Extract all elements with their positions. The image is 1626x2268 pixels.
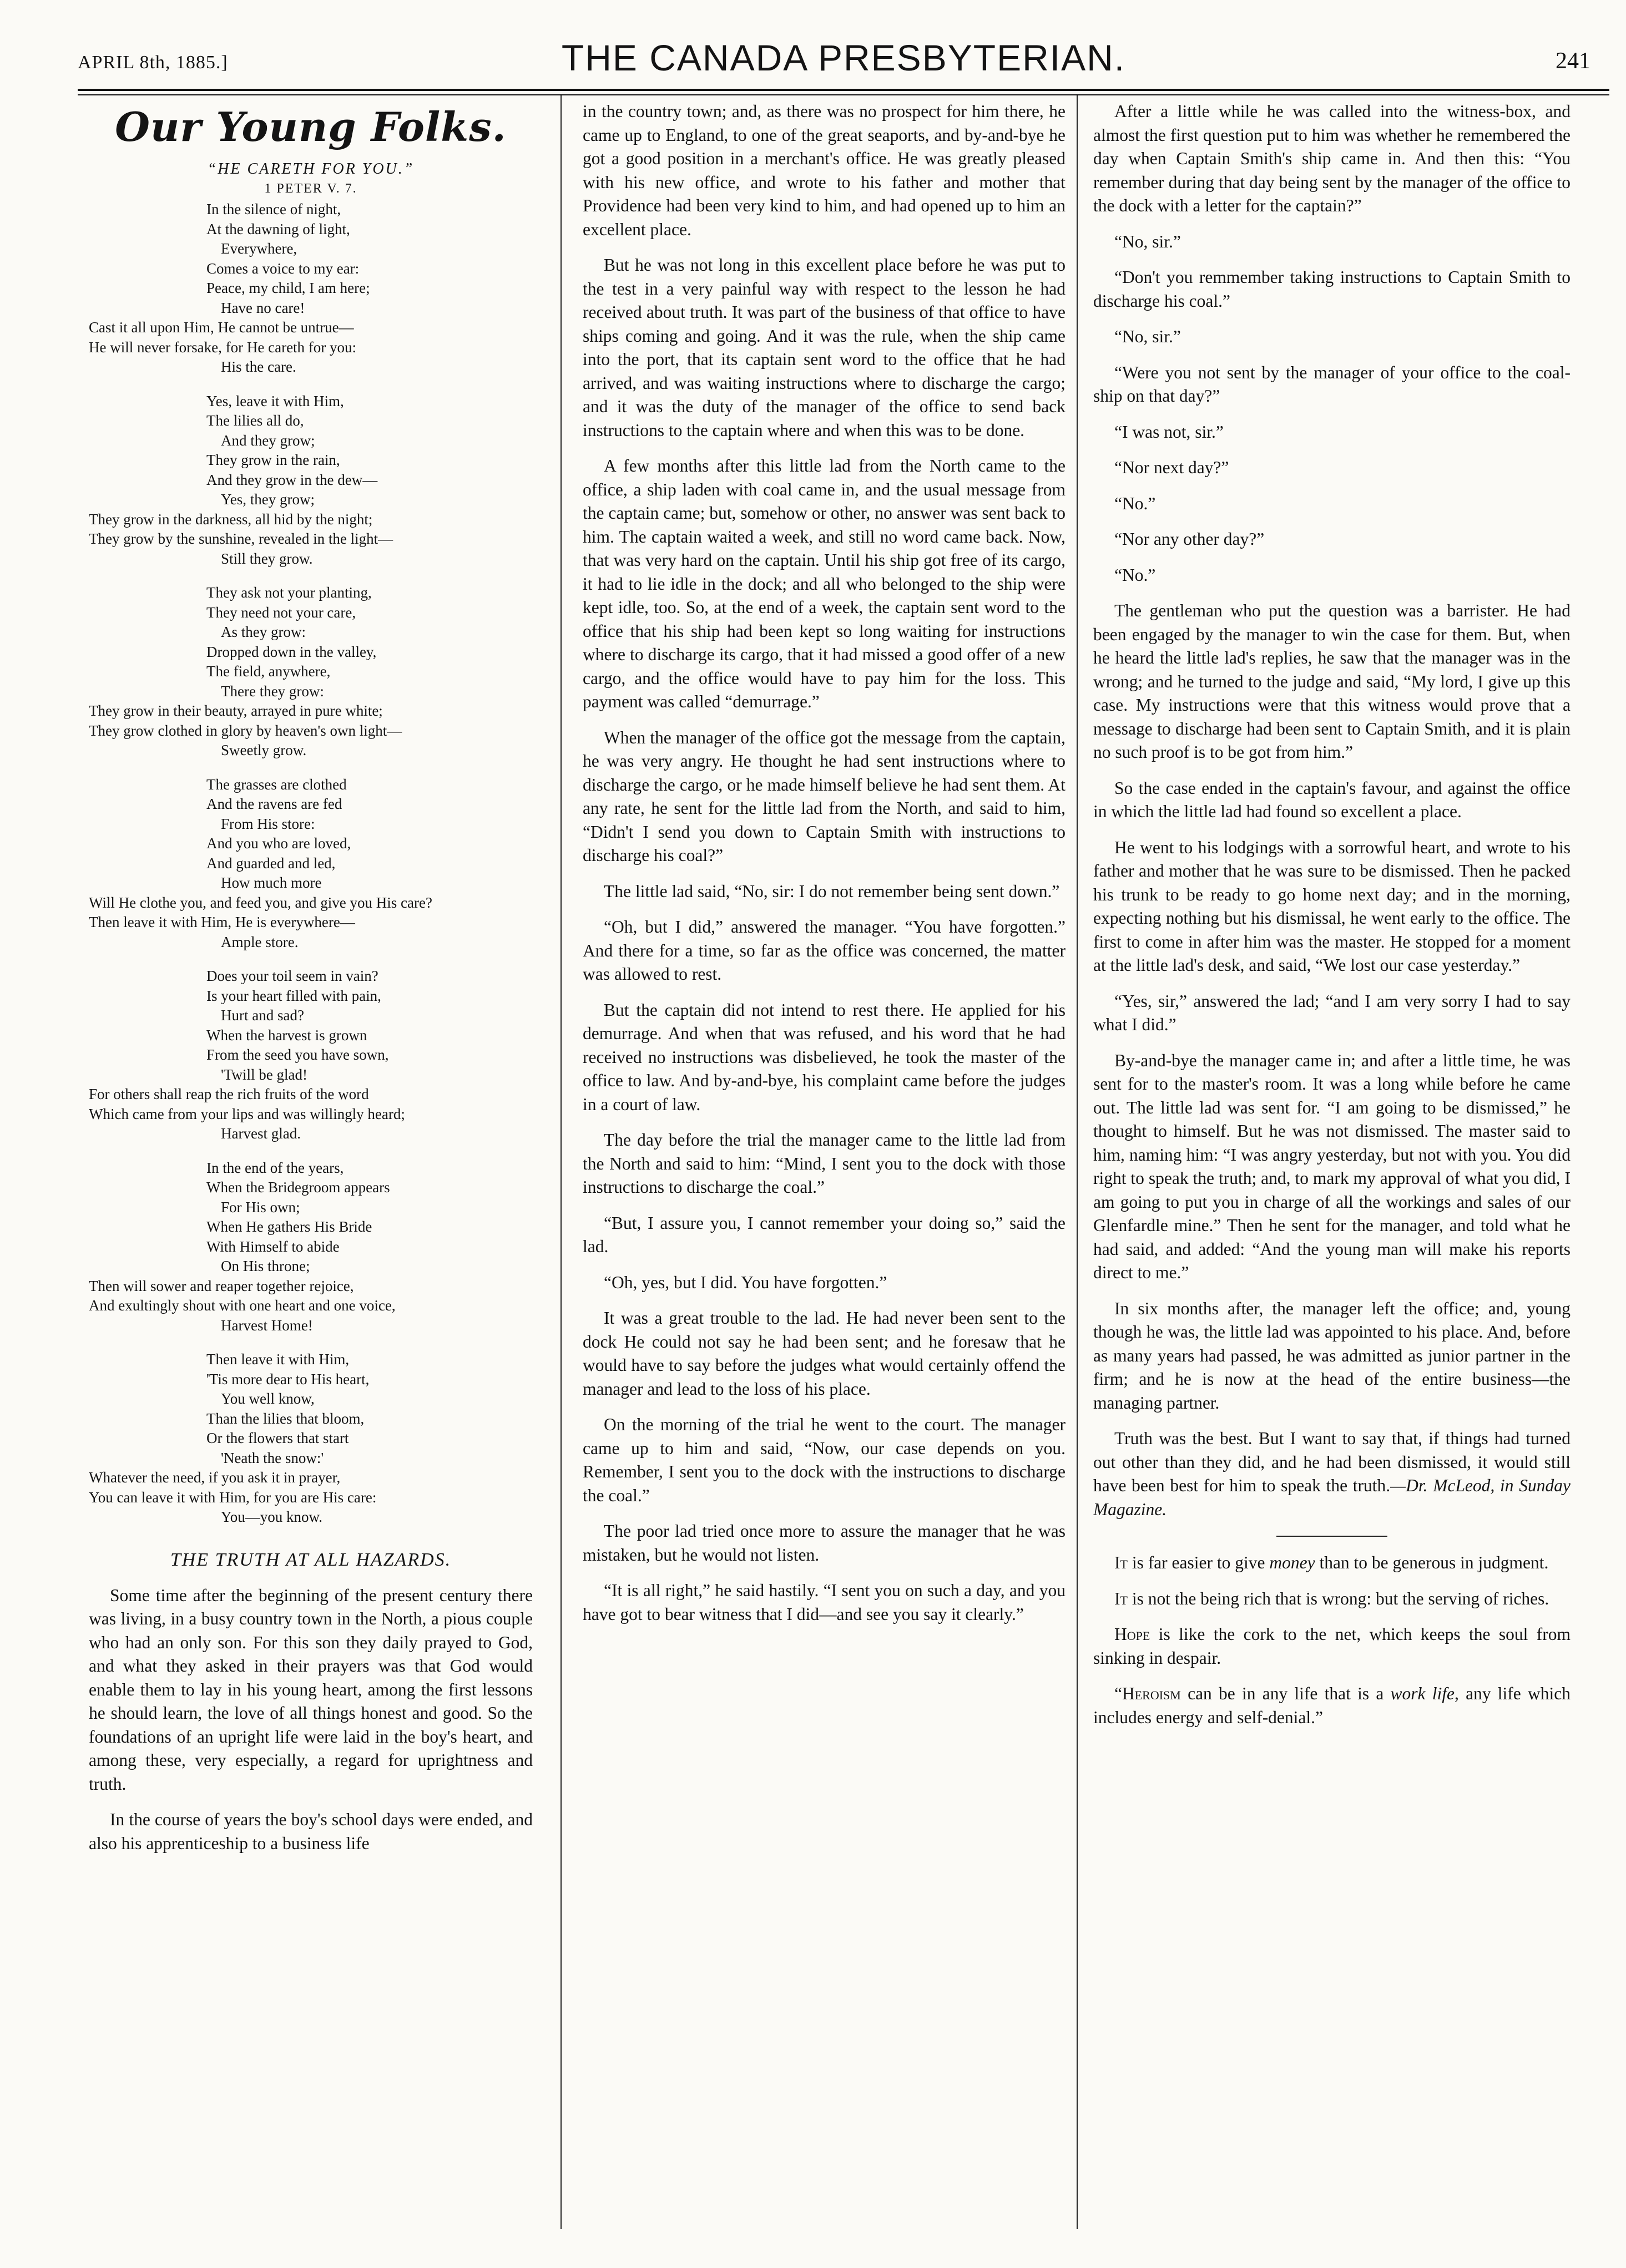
divider	[1276, 1536, 1387, 1537]
saying: It is not the being rich that is wrong: but the serving of riches.	[1114, 1588, 1549, 1608]
poem-line: And the ravens are fed	[206, 796, 342, 812]
paragraph: “I was not, sir.”	[1114, 422, 1224, 442]
saying-lead: “Heroism	[1114, 1684, 1181, 1703]
paragraph: It was a great trouble to the lad. He had never been sent to the dock He could not say he had been sent; and he foresaw that he would have to say before the judges what would certainly offend the manager and lead to the loss of his place.	[583, 1308, 1066, 1399]
paragraph: “Don't you remmember taking instructions to Captain Smith to discharge his coal.”	[1093, 267, 1571, 311]
paragraph: “No, sir.”	[1114, 231, 1181, 251]
poem-line: His the care.	[221, 358, 296, 375]
saying-lead: It	[1114, 1588, 1128, 1608]
story-closing: Truth was the best. But I want to say that, if things had turned out other than they did, and he had been dismissed, it would still have been best for him to speak the truth.—Dr. McLeod, in Sunday Magazine.	[1093, 1429, 1571, 1519]
poem-line: Yes, they grow;	[221, 491, 315, 508]
poem-line: Will He clothe you, and feed you, and give you His care?	[89, 894, 432, 911]
attribution: —Dr. McLeod, in Sunday Magazine.	[1093, 1476, 1571, 1519]
poem-stanza	[89, 1350, 533, 1527]
paragraph: “But, I assure you, I cannot remember your doing so,” said the lad.	[583, 1213, 1066, 1256]
paragraph: “Nor next day?”	[1114, 458, 1229, 477]
paragraph: “No.”	[1114, 493, 1156, 513]
column-divider	[560, 95, 562, 2229]
poem-line: The lilies all do,	[206, 412, 304, 429]
poem-line: They grow in the rain,	[206, 452, 340, 468]
poem-line: Harvest glad.	[221, 1125, 301, 1142]
poem-line: You well know,	[221, 1390, 315, 1407]
poem-line: They need not your care,	[206, 604, 356, 621]
story-text-col3	[1093, 100, 1571, 1415]
poem-line: 'Tis more dear to His heart,	[206, 1370, 370, 1388]
poem-line: How much more	[221, 874, 322, 891]
poem-line: And they grow in the dew—	[206, 471, 378, 488]
poem-line: From the seed you have sown,	[206, 1046, 389, 1063]
paragraph: “Oh, yes, but I did. You have forgotten.”	[604, 1272, 887, 1292]
column-divider	[1077, 95, 1078, 2229]
poem-stanza	[89, 392, 533, 569]
saying-lead: Hope	[1114, 1624, 1150, 1644]
poem-title: “HE CARETH FOR YOU.”	[207, 160, 415, 178]
paragraph: He went to his lodgings with a sorrowful heart, and wrote to his father and mother that he was sure to be dismissed. Then he packed his trunk to be ready to go home next day; and in the morning, expecting nothing but his dismissal, he went early to the office. The first to come in after him was the master. He stopped for a moment at the little lad's desk, and said, “We lost our case yesterday.”	[1093, 837, 1571, 975]
saying-lead: It	[1114, 1553, 1128, 1572]
story-text-col2	[583, 100, 1066, 1626]
poem-line: Hurt and sad?	[221, 1007, 304, 1024]
poem-line: They grow by the sunshine, revealed in the light—	[89, 530, 393, 547]
poem-reference: 1 PETER V. 7.	[264, 181, 357, 196]
poem-line: They grow in their beauty, arrayed in pure white;	[89, 702, 383, 719]
header-rule-thin	[78, 94, 1609, 95]
poem-line: Dropped down in the valley,	[206, 643, 377, 660]
poem-line: The field, anywhere,	[206, 663, 331, 680]
poem-line: Then leave it with Him, He is everywhere—	[89, 914, 355, 930]
paragraph: Some time after the beginning of the present century there was living, in a busy country town in the North, a pious couple who had an only son. For this son they daily prayed to God, and what they asked in their prayers was that God would enable them to lay in his young heart, among the first lessons he should learn, the love of all things honest and good. So the foundations of an upright life were laid in the boy's heart, and among these, very especially, a regard for uprightness and truth.	[89, 1585, 533, 1794]
poem-line: He will never forsake, for He careth for you:	[89, 338, 357, 356]
page-header	[78, 34, 1609, 84]
poem-line: Ample store.	[221, 933, 299, 950]
poem-stanza	[89, 200, 533, 377]
story-title: THE TRUTH AT ALL HAZARDS.	[170, 1549, 452, 1570]
poem-line: As they grow:	[221, 624, 306, 640]
poem-line: In the end of the years,	[206, 1159, 344, 1176]
saying: “Heroism can be in any life that is a work life, any life which includes energy and self-denial.”	[1093, 1684, 1571, 1727]
poem-stanza	[89, 1158, 533, 1336]
poem-line: On His throne;	[221, 1258, 310, 1274]
paragraph: “No.”	[1114, 565, 1156, 585]
paragraph: In the course of years the boy's school days were ended, and also his apprenticeship to a business life	[89, 1810, 533, 1853]
header-rule	[78, 89, 1609, 91]
paragraph: “Oh, but I did,” answered the manager. “You have forgotten.” And there for a time, so far as the office was concerned, the matter was allowed to rest.	[583, 917, 1066, 984]
paragraph: But the captain did not intend to rest there. He applied for his demurrage. And when that was refused, and his word that he had received no instructions was disbelieved, he took the master of the office to law. And by-and-bye, his complaint came before the judges in a court of law.	[583, 1000, 1066, 1114]
poem-line: Peace, my child, I am here;	[206, 280, 370, 296]
poem-line: Sweetly grow.	[221, 742, 307, 758]
poem-line: The grasses are clothed	[206, 776, 347, 793]
poem-line: Comes a voice to my ear:	[206, 260, 360, 277]
paragraph: The little lad said, “No, sir: I do not remember being sent down.”	[604, 881, 1060, 901]
newspaper-title: THE CANADA PRESBYTERIAN.	[561, 37, 1126, 78]
poem-line: They grow in the darkness, all hid by the night;	[89, 510, 373, 528]
poem-line: Still they grow.	[221, 550, 313, 567]
poem-line: And guarded and led,	[206, 854, 336, 872]
paragraph: The gentleman who put the question was a barrister. He had been engaged by the manager to win the case for them. But, when he heard the little lad's replies, he saw that the manager was in the wrong; and he turned to the judge and said, “My lord, I give up this case. My instructions were that this witness would prove that a message to discharge had been sent to Captain Smith, and it is plain no such proof is to be got from him.”	[1093, 601, 1571, 762]
poem-line: You—you know.	[221, 1508, 323, 1525]
paragraph: When the manager of the office got the message from the captain, he was very angry. He thought he had sent instructions where to discharge the cargo, or he made himself believe he had sent them. At any rate, he sent for the little lad from the North, and said to him, “Didn't I send you down to Captain Smith with instructions to discharge his coal?”	[583, 727, 1066, 865]
paragraph: But he was not long in this excellent place before he was put to the test in a very painful way with respect to the lesson he had received about truth. It was part of the business of that office to have ships coming and going. And it was the rule, when the ship came into the port, that its captain sent word to the office that he had arrived, and was waiting instructions where to discharge the cargo; and it was the duty of the manager of the office to send back instructions to the captain where and when this was to be done.	[583, 255, 1066, 440]
poem-line: There they grow:	[221, 682, 324, 700]
paragraph: The poor lad tried once more to assure the manager that he was mistaken, but he would not listen.	[583, 1521, 1066, 1565]
page-number: 241	[1556, 48, 1590, 74]
poem-line: Which came from your lips and was willingly heard;	[89, 1105, 405, 1122]
poem-line: They grow clothed in glory by heaven's own light—	[89, 722, 402, 739]
poem-line: When the Bridegroom appears	[206, 1179, 390, 1196]
poem-line: Have no care!	[221, 299, 305, 316]
section-title: Our Young Folks.	[115, 103, 507, 150]
poem	[89, 200, 533, 1527]
paragraph: “It is all right,” he said hastily. “I sent you on such a day, and you have got to bear witness that I did—and see you say it clearly.”	[583, 1581, 1066, 1624]
poem-line: You can leave it with Him, for you are His care:	[89, 1489, 377, 1506]
poem-line: 'Neath the snow:'	[221, 1449, 324, 1466]
poem-line: Then leave it with Him,	[206, 1351, 350, 1368]
poem-stanza	[89, 775, 533, 953]
poem-stanza	[89, 583, 533, 761]
column-3	[1093, 100, 1571, 2229]
paragraph: On the morning of the trial he went to the court. The manager came up to him and said, “Now, our case depends on you. Remember, I sent you to the dock with the instructions to discharge the coal.”	[583, 1415, 1066, 1505]
paragraph: “Were you not sent by the manager of your office to the coal-ship on that day?”	[1093, 362, 1571, 406]
story-text-col1	[89, 1584, 533, 1856]
paragraph: By-and-bye the manager came in; and after a little time, he was sent for to the master's room. It was a long while before he came out. The little lad was sent for. “I am going to be dismissed,” he thought to himself. But he was not dismissed. The master said to him, naming him: “I was angry yesterday, but not with you. You did right to speak the truth; and, to mark my approval of what you did, I am going to put you in charge of all the workings and sales of our Glenfardle mine.” Then he sent for the manager, and told what he had said, and added: “And the young man will make his reports direct to me.”	[1093, 1050, 1571, 1282]
paragraph: A few months after this little lad from the North came to the office, a ship laden with coal came in, and the usual message from the captain came; but, somehow or other, no answer was sent back to him. The captain waited a week, and still no word came back. Now, that was very hard on the captain. Until his ship got free of its cargo, it had to lie idle in the dock; and all who belonged to the ship were kept idle, too. So, at the end of a week, the captain sent word to the office that his ship had been kept so long waiting for instructions where to discharge its cargo, that it had missed a good offer of a new cargo, and the office would have to pay him for the loss. This payment was called “demurrage.”	[583, 456, 1066, 711]
poem-line: From His store:	[221, 815, 315, 832]
poem-line: Yes, leave it with Him,	[206, 392, 344, 409]
paragraph: After a little while he was called into the witness-box, and almost the first question put to him was whether he remembered the day when Captain Smith's ship came in. And then this: “You remember during that day being sent by the manager of the office to the dock with a letter for the captain?”	[1093, 102, 1571, 215]
poem-line: Whatever the need, if you ask it in prayer,	[89, 1469, 341, 1486]
poem-line: And exultingly shout with one heart and one voice,	[89, 1297, 396, 1314]
poem-line: With Himself to abide	[206, 1238, 340, 1255]
column-2	[583, 100, 1066, 2229]
poem-line: When the harvest is grown	[206, 1026, 367, 1044]
poem-line: They ask not your planting,	[206, 584, 372, 601]
poem-line: Does your toil seem in vain?	[206, 968, 378, 984]
poem-line: For others shall reap the rich fruits of the word	[89, 1086, 369, 1102]
paragraph: So the case ended in the captain's favour, and against the office in which the little lad had found so excellent a place.	[1093, 778, 1571, 821]
saying: It is far easier to give money than to be generous in judgment.	[1114, 1553, 1549, 1572]
poem-line: Cast it all upon Him, He cannot be untrue—	[89, 319, 354, 336]
poem-line: And they grow;	[221, 432, 315, 449]
poem-line: Harvest Home!	[221, 1317, 313, 1334]
poem-line: At the dawning of light,	[206, 220, 350, 237]
saying: Hope is like the cork to the net, which keeps the soul from sinking in despair.	[1093, 1624, 1571, 1668]
poem-line: 'Twill be glad!	[221, 1066, 307, 1083]
paragraph: in the country town; and, as there was no prospect for him there, he came up to England, to one of the great seaports, and by-and-bye he got a good position in a merchant's office. He was greatly pleased with his new office, and wrote to his father and mother that Providence had been very kind to him, and had opened up to him an excellent place.	[583, 102, 1066, 239]
paragraph: In six months after, the manager left the office; and, young though he was, the little lad was appointed to his place. And, before as many years had passed, he was admitted as junior partner in the firm; and he is now at the head of the entire business—the managing partner.	[1093, 1298, 1571, 1413]
paragraph: “Nor any other day?”	[1114, 529, 1265, 549]
poem-line: Then will sower and reaper together rejoice,	[89, 1277, 354, 1294]
poem-line: Or the flowers that start	[206, 1430, 349, 1446]
poem-line: When He gathers His Bride	[206, 1218, 372, 1235]
poem-line: Than the lilies that bloom,	[206, 1410, 365, 1427]
paragraph: The day before the trial the manager came to the little lad from the North and said to him: “Mind, I sent you to the dock with those instructions to discharge the coal.”	[583, 1130, 1066, 1197]
poem-line: Is your heart filled with pain,	[206, 987, 381, 1004]
poem-line: In the silence of night,	[206, 201, 341, 217]
poem-line: For His own;	[221, 1198, 300, 1216]
column-1	[89, 100, 533, 2229]
poem-line: And you who are loved,	[206, 835, 351, 852]
sayings	[1093, 1551, 1571, 1729]
poem-stanza	[89, 966, 533, 1144]
paragraph: “No, sir.”	[1114, 327, 1181, 346]
issue-date: APRIL 8th, 1885.]	[78, 52, 228, 73]
paragraph: “Yes, sir,” answered the lad; “and I am very sorry I had to say what I did.”	[1093, 991, 1571, 1034]
poem-line: Everywhere,	[221, 240, 297, 257]
